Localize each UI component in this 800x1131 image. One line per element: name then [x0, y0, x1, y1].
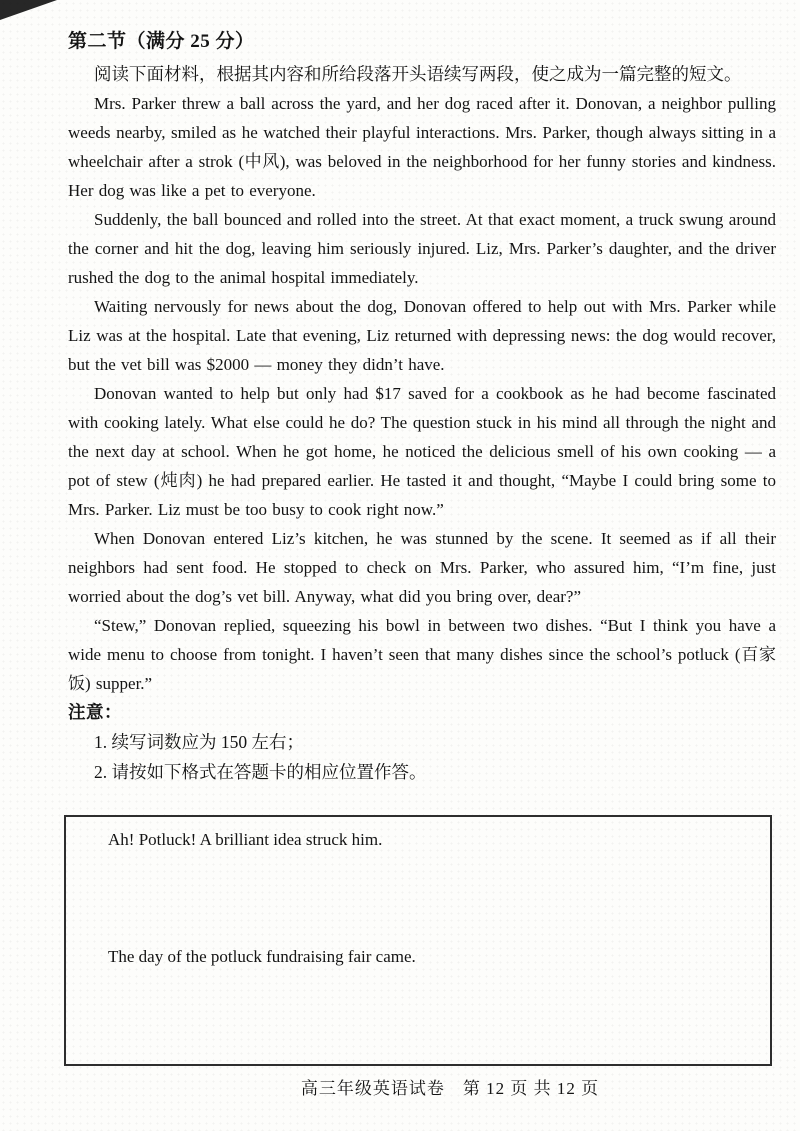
answer-box: [64, 815, 772, 1066]
story-paragraph-2: Suddenly, the ball bounced and rolled into the street. At that exact moment, a truck swung around the corner and hit the dog, leaving him seriously injured. Liz, Mrs. Parker’s daughter, and the driver rushed the dog to the animal hospital immediately.: [68, 210, 776, 287]
story-paragraph-3: Waiting nervously for news about the dog, Donovan offered to help out with Mrs. Parker while Liz was at the hospital. Late that evening, Liz returned with depressing news: the dog would recover, but the vet bill was $2000 — money they didn’t have.: [68, 297, 776, 374]
page-footer: 高三年级英语试卷 第 12 页 共 12 页: [300, 1079, 600, 1098]
answer-box-prompt-1: Ah! Potluck! A brilliant idea struck him.: [108, 830, 383, 849]
notes-label: 注意：: [68, 702, 122, 722]
story-paragraph-6: “Stew,” Donovan replied, squeezing his bowl in between two dishes. “But I think you have a wide menu to choose from tonight. I haven’t seen that many dishes since the school’s potluck (百家饭) supper.”: [68, 616, 776, 693]
story-passage: [68, 89, 776, 698]
note-item-2: 2. 请按如下格式在答题卡的相应位置作答。: [94, 762, 427, 782]
story-paragraph-5: When Donovan entered Liz’s kitchen, he was stunned by the scene. It seemed as if all their neighbors had sent food. He stopped to check on Mrs. Parker, who assured him, “I’m fine, just worried about the dog’s vet bill. Anyway, what did you bring over, dear?”: [68, 529, 776, 606]
story-paragraph-4: Donovan wanted to help but only had $17 saved for a cookbook as he had become fascinated with cooking lately. What else could he do? The question stuck in his mind all through the night and the next day at school. When he got home, he noticed the delicious smell of his own cooking — a pot of stew (炖肉) he had prepared earlier. He tasted it and thought, “Maybe I could bring some to Mrs. Parker. Liz must be too busy to cook right now.”: [68, 384, 776, 519]
note-item-1: 1. 续写词数应为 150 左右；: [94, 732, 304, 752]
scan-corner-artifact: [0, 0, 57, 20]
section-heading: 第二节（满分 25 分）: [68, 31, 255, 52]
task-instruction: 阅读下面材料，根据其内容和所给段落开头语续写两段，使之成为一篇完整的短文。: [94, 64, 742, 84]
answer-box-prompt-2: The day of the potluck fundraising fair came.: [108, 947, 416, 966]
story-paragraph-1: Mrs. Parker threw a ball across the yard, and her dog raced after it. Donovan, a neighbor pulling weeds nearby, smiled as he watched their playful interactions. Mrs. Parker, though always sitting in a wheelchair after a strok (中风), was beloved in the neighborhood for her funny stories and kindness. Her dog was like a pet to everyone.: [68, 94, 776, 200]
